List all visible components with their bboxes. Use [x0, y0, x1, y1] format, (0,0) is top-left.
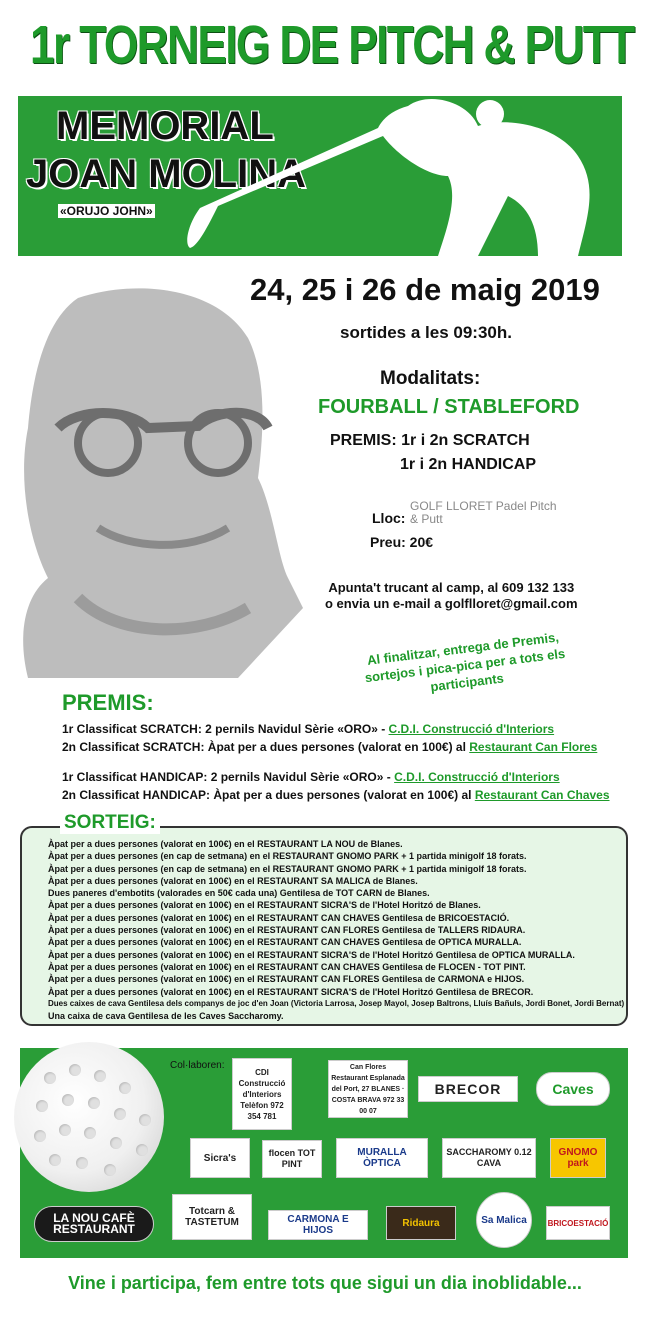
prizes-line2: 1r i 2n HANDICAP — [400, 456, 537, 473]
sponsor-logo-la-nou: LA NOU CAFÈ RESTAURANT — [34, 1206, 154, 1242]
contact-phone: Apunta't trucant al camp, al 609 132 133 — [328, 580, 575, 595]
footer-slogan: Vine i participa, fem entre tots que sigui un dia inoblidable... — [68, 1273, 582, 1293]
list-item: Àpat per a dues persones (valorat en 100€) en el RESTAURANT SICRA'S de l'Hotel Horitzó de Blanes. — [48, 900, 481, 911]
sponsor-logo-muralla: MURALLA ÒPTICA — [336, 1138, 428, 1178]
sponsor-logo-ridaura: Ridaura — [386, 1206, 456, 1240]
sponsors-label: Col·laboren: — [170, 1060, 225, 1071]
list-item: Àpat per a dues persones (en cap de setmana) en el RESTAURANT GNOMO PARK + 1 partida minigolf 18 forats. — [48, 851, 527, 862]
list-item: Àpat per a dues persones (valorat en 100€) en el RESTAURANT CAN FLORES Gentilesa de CARMONA e HIJOS. — [48, 974, 525, 985]
sponsor-logo-flocen: flocen TOT PINT — [262, 1140, 322, 1178]
sponsor-logo-can-flores: Can Flores Restaurant Esplanada del Port, 27 BLANES · COSTA BRAVA 972 33 00 07 — [328, 1060, 408, 1118]
sponsor-logo-brecor: BRECOR — [418, 1076, 518, 1102]
modalities-title: Modalitats: — [380, 368, 481, 389]
sponsor-logo-saccharomy: SACCHAROMY 0.12 CAVA — [442, 1138, 536, 1178]
nickname: «ORUJO JOHN» — [60, 204, 153, 218]
list-item: Àpat per a dues persones (valorat en 100€) en el RESTAURANT SICRA'S de l'Hotel Horitzó Gentilesa de BRECOR. — [48, 986, 534, 997]
list-item: Àpat per a dues persones (valorat en 100€) en el RESTAURANT LA NOU de Blanes. — [48, 839, 403, 849]
sponsor-logo-caves: Caves — [536, 1072, 610, 1106]
list-item: Àpat per a dues persones (valorat en 100€) en el RESTAURANT CAN CHAVES Gentilesa de OPTICA MURALLA. — [48, 937, 522, 948]
memorial-line1: MEMORIAL — [56, 104, 274, 148]
sponsor-logo-sicras: Sicra's — [190, 1138, 250, 1178]
premis-item: 2n Classificat SCRATCH: Àpat per a dues persones (valorat en 100€) al Restaurant Can Flores — [62, 740, 598, 754]
sponsor-logo-carmona: CARMONA E HIJOS — [268, 1210, 368, 1240]
list-item: Dues caixes de cava Gentilesa dels companys de joc d'en Joan (Victoria Larrosa, Josep Mayol, Josep Baltrons, Lluís Bañuls, Jordi Bonet, Jordi Bernat) — [48, 998, 625, 1008]
contact-info — [325, 580, 578, 612]
sponsor-logo-bricoestacio: BRICOESTACIÓ — [546, 1206, 610, 1240]
golfer-silhouette-icon — [178, 96, 622, 256]
after-event-note: Al finalitzar, entrega de Premis, sortejos i pica-pica per a tots els participants — [364, 629, 566, 695]
list-item: Àpat per a dues persones (valorat en 100€) en el RESTAURANT CAN CHAVES Gentilesa de BRICOESTACIÓ. — [48, 912, 510, 923]
list-item: Àpat per a dues persones (en cap de setmana) en el RESTAURANT GNOMO PARK + 1 partida minigolf 18 forats. — [48, 863, 527, 874]
sponsor-logo-cdi: CDI Construcció d'Interiors Telèfon 972 354 781 — [232, 1058, 292, 1130]
venue-logo: GOLF LLORET Padel Pitch & Putt — [410, 499, 557, 526]
sponsor-logo-sa-malica: Sa Malica — [476, 1192, 532, 1248]
list-item: Àpat per a dues persones (valorat en 100€) en el RESTAURANT SA MALICA de Blanes. — [48, 875, 418, 886]
list-item: Àpat per a dues persones (valorat en 100€) en el RESTAURANT SICRA'S de l'Hotel Horitzó Gentilesa de OPTICA MURALLA. — [48, 949, 575, 960]
premis-item: 1r Classificat SCRATCH: 2 pernils Navidul Sèrie «ORO» - C.D.I. Construcció d'Interiors — [62, 722, 555, 736]
event-time: sortides a les 09:30h. — [340, 323, 512, 342]
memorial-line2: JOAN MOLINA — [26, 152, 306, 196]
sponsor-logo-gnomo-park: GNOMO park — [550, 1138, 606, 1178]
place-label: Lloc: — [372, 510, 406, 526]
portrait-illustration — [18, 278, 308, 678]
premis-item: 2n Classificat HANDICAP: Àpat per a dues persones (valorat en 100€) al Restaurant Can Chaves — [62, 788, 610, 802]
modalities: FOURBALL / STABLEFORD — [318, 396, 580, 418]
list-item: Dues paneres d'embotits (valorades en 50€ cada una) Gentilesa de TOT CARN de Blanes. — [48, 888, 430, 899]
golf-ball-icon — [14, 1042, 164, 1192]
sorteig-list — [48, 838, 624, 1022]
event-title: 1r TORNEIG DE PITCH & PUTT — [30, 15, 634, 75]
premis-item: 1r Classificat HANDICAP: 2 pernils Navidul Sèrie «ORO» - C.D.I. Construcció d'Interiors — [62, 770, 560, 784]
list-item: Una caixa de cava Gentilesa de les Caves Saccharomy. — [48, 1011, 284, 1022]
list-item: Àpat per a dues persones (valorat en 100€) en el RESTAURANT CAN CHAVES Gentilesa de FLOCEN - TOT PINT. — [48, 961, 526, 972]
sponsor-logo-totcarn: Totcarn & TASTETUM — [172, 1194, 252, 1240]
memorial-banner — [18, 96, 622, 256]
contact-email[interactable]: o envia un e-mail a golflloret@gmail.com — [325, 596, 578, 611]
prizes-line1: PREMIS: 1r i 2n SCRATCH — [330, 432, 530, 449]
event-date: 24, 25 i 26 de maig 2019 — [250, 272, 600, 307]
price: Preu: 20€ — [370, 534, 434, 550]
list-item: Àpat per a dues persones (valorat en 100€) en el RESTAURANT CAN FLORES Gentilesa de TALLERS RIDAURA. — [48, 925, 526, 936]
sorteig-title: SORTEIG: — [60, 812, 160, 834]
premis-title: PREMIS: — [62, 690, 154, 715]
